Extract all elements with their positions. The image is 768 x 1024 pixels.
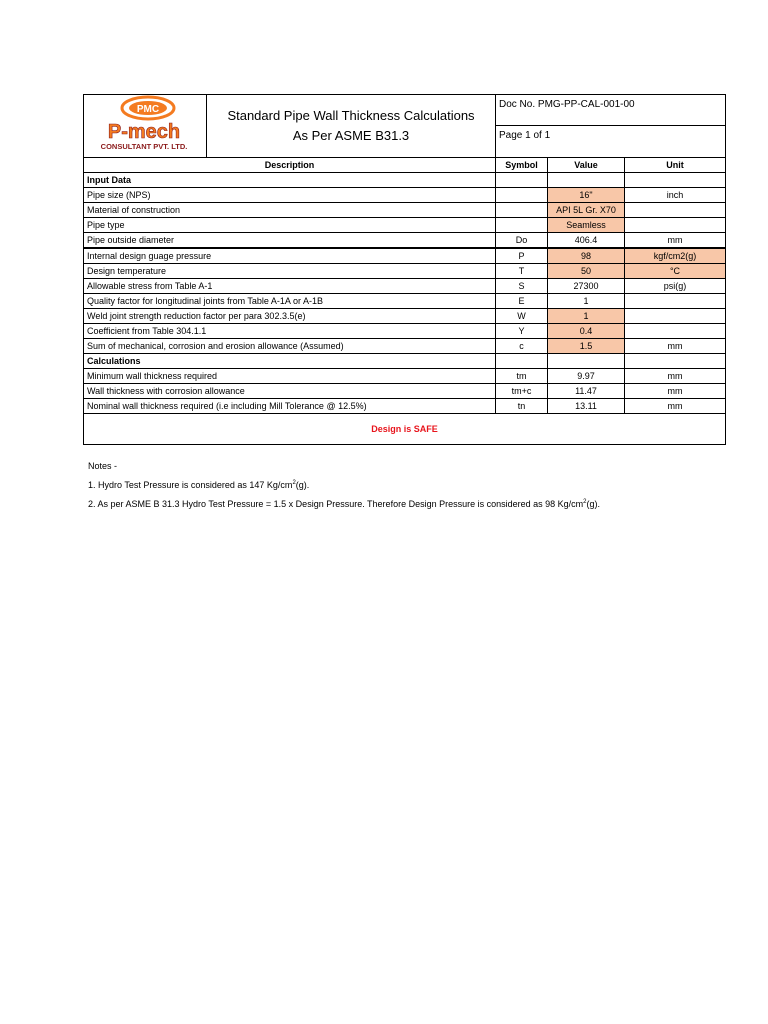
company-logo [84, 95, 207, 158]
svg-text:PMC: PMC [136, 104, 160, 115]
design-status: Design is SAFE [84, 414, 726, 445]
pmech-logo-icon [86, 95, 204, 153]
table-row [84, 218, 726, 233]
row-description: Pipe type [84, 218, 496, 233]
table-row [84, 233, 726, 249]
row-value: 11.47 [548, 384, 625, 399]
row-unit: mm [625, 384, 726, 399]
section-input-data: Input Data [84, 173, 496, 188]
note-1: 1. Hydro Test Pressure is considered as 147 $Kg/cm^2(g)$. [88, 480, 310, 490]
row-value: 16" [548, 188, 625, 203]
section-calculations: Calculations [84, 354, 496, 369]
title-line-1: Standard Pipe Wall Thickness Calculations [227, 108, 475, 123]
calculation-sheet [83, 94, 726, 445]
doc-number: Doc No. PMG-PP-CAL-001-00 [496, 95, 726, 126]
row-value: 1 [548, 294, 625, 309]
row-symbol: c [496, 339, 548, 354]
row-value: 1.5 [548, 339, 625, 354]
row-unit [625, 309, 726, 324]
row-symbol: Do [496, 233, 548, 249]
row-description: Pipe outside diameter [84, 233, 496, 249]
row-symbol: tm [496, 369, 548, 384]
row-symbol: W [496, 309, 548, 324]
row-description: Material of construction [84, 203, 496, 218]
row-description: Pipe size (NPS) [84, 188, 496, 203]
col-header-value: Value [548, 158, 625, 173]
row-symbol: Y [496, 324, 548, 339]
row-value: 9.97 [548, 369, 625, 384]
row-description: Sum of mechanical, corrosion and erosion allowance (Assumed) [84, 339, 496, 354]
row-unit [625, 218, 726, 233]
row-symbol [496, 203, 548, 218]
row-value: 1 [548, 309, 625, 324]
row-value: 406.4 [548, 233, 625, 249]
row-value: API 5L Gr. X70 [548, 203, 625, 218]
table-row [84, 384, 726, 399]
col-header-description: Description [84, 158, 496, 173]
row-symbol [496, 188, 548, 203]
row-value: 98 [548, 248, 625, 264]
title-line-2: As Per ASME B31.3 [292, 128, 410, 143]
table-row [84, 279, 726, 294]
row-description: Quality factor for longitudinal joints from Table A-1A or A-1B [84, 294, 496, 309]
row-value: Seamless [548, 218, 625, 233]
row-description: Wall thickness with corrosion allowance [84, 384, 496, 399]
page-number: Page 1 of 1 [496, 125, 726, 157]
row-description: Design temperature [84, 264, 496, 279]
row-value: 50 [548, 264, 625, 279]
row-unit: mm [625, 339, 726, 354]
row-value: 27300 [548, 279, 625, 294]
table-row [84, 324, 726, 339]
row-symbol: tn [496, 399, 548, 414]
row-unit [625, 324, 726, 339]
row-unit: mm [625, 233, 726, 249]
row-unit: inch [625, 188, 726, 203]
row-value: 0.4 [548, 324, 625, 339]
row-unit [625, 294, 726, 309]
row-unit: kgf/cm2(g) [625, 248, 726, 264]
row-unit: mm [625, 399, 726, 414]
row-symbol [496, 218, 548, 233]
table-row [84, 203, 726, 218]
table-row [84, 339, 726, 354]
table-row [84, 309, 726, 324]
table-row [84, 369, 726, 384]
table-row [84, 248, 726, 264]
table-row [84, 264, 726, 279]
row-description: Weld joint strength reduction factor per para 302.3.5(e) [84, 309, 496, 324]
row-symbol: E [496, 294, 548, 309]
row-description: Internal design guage pressure [84, 248, 496, 264]
notes [88, 457, 600, 514]
row-description: Minimum wall thickness required [84, 369, 496, 384]
row-symbol: S [496, 279, 548, 294]
col-header-symbol: Symbol [496, 158, 548, 173]
row-description: Coefficient from Table 304.1.1 [84, 324, 496, 339]
svg-text:CONSULTANT PVT. LTD.: CONSULTANT PVT. LTD. [100, 142, 188, 151]
row-unit [625, 203, 726, 218]
row-description: Nominal wall thickness required (i.e including Mill Tolerance @ 12.5%) [84, 399, 496, 414]
note-2: 2. As per ASME B 31.3 Hydro Test Pressure = 1.5 x Design Pressure. Therefore Design Pressure is considered as 98 $Kg/cm^2(g)$. [88, 499, 600, 509]
row-unit: °C [625, 264, 726, 279]
row-unit: mm [625, 369, 726, 384]
row-symbol: tm+c [496, 384, 548, 399]
row-value: 13.11 [548, 399, 625, 414]
input-rows [84, 188, 726, 354]
col-header-unit: Unit [625, 158, 726, 173]
row-unit: psi(g) [625, 279, 726, 294]
svg-text:P-mech: P-mech [107, 121, 181, 143]
calc-rows [84, 369, 726, 414]
table-row [84, 188, 726, 203]
row-symbol: T [496, 264, 548, 279]
table-row [84, 399, 726, 414]
notes-heading: Notes - [88, 461, 118, 471]
row-symbol: P [496, 248, 548, 264]
document-title [207, 95, 496, 158]
table-row [84, 294, 726, 309]
row-description: Allowable stress from Table A-1 [84, 279, 496, 294]
